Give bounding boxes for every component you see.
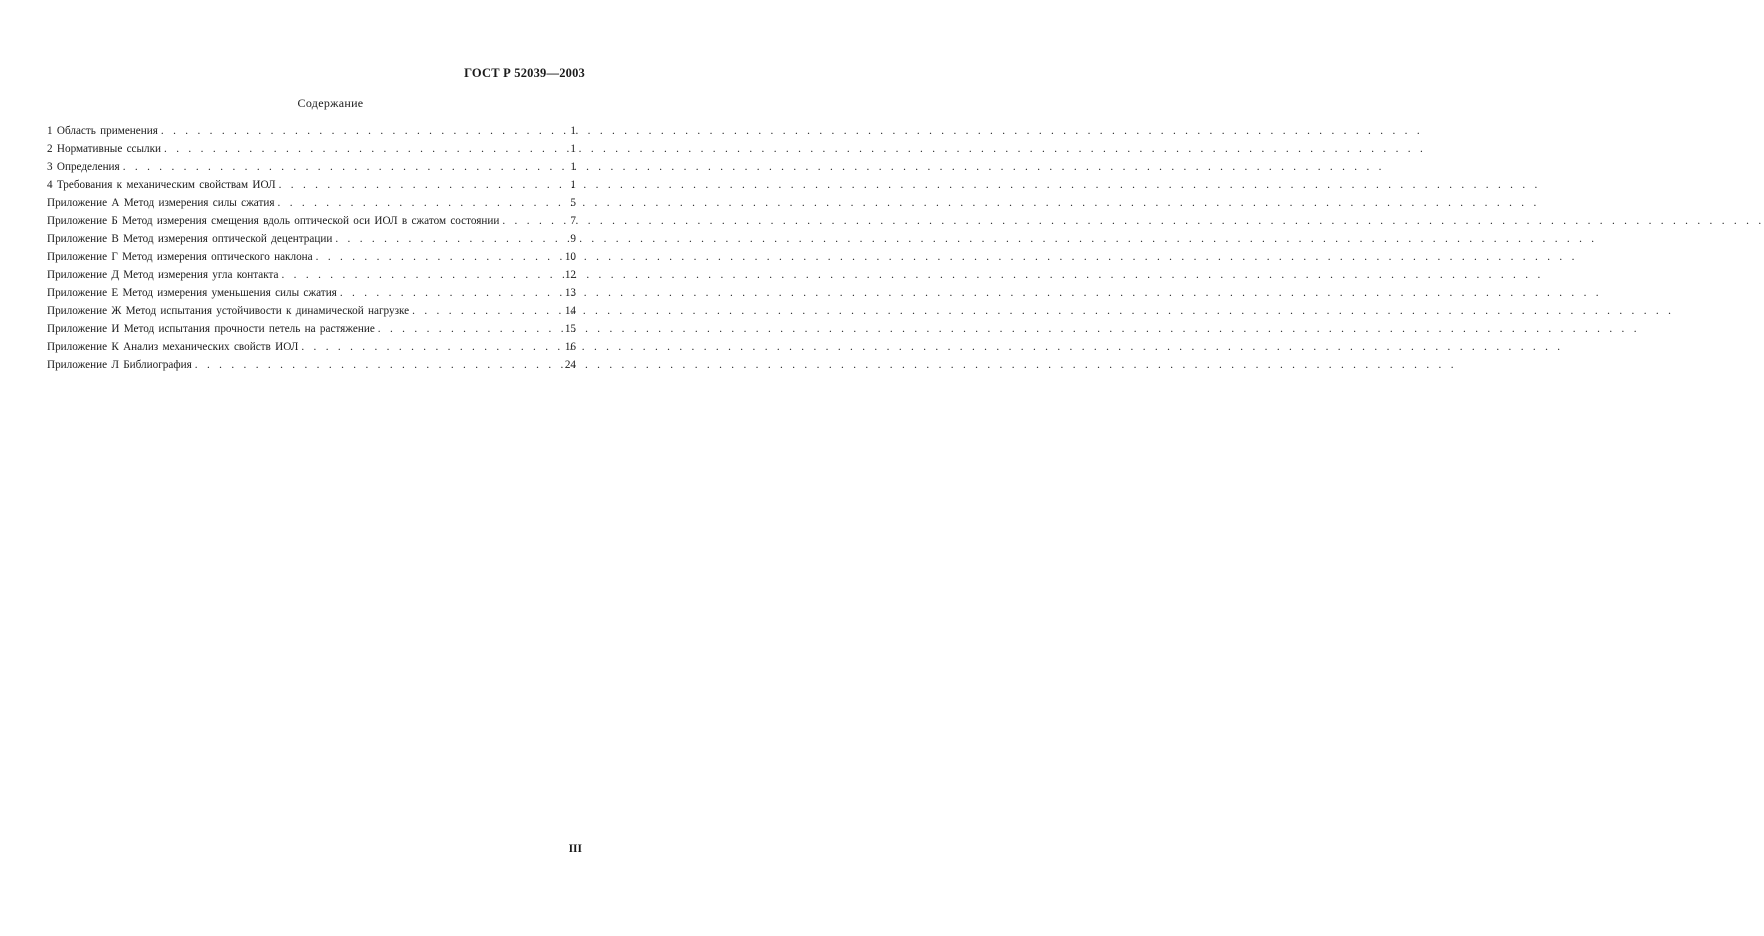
toc-entry-page: 9	[570, 233, 576, 245]
toc-entry-title: 4 Требования к механическим свойствам ИОЛ	[47, 179, 276, 191]
toc-leader-dots	[499, 212, 558, 230]
toc-entry-title: 3 Определения	[47, 161, 120, 173]
toc-entry-title: Приложение И Метод испытания прочности петель на растяжение	[47, 323, 375, 335]
toc-entry-page: 15	[564, 323, 576, 335]
toc-entry-title: Приложение А Метод измерения силы сжатия	[47, 197, 275, 209]
toc-entry[interactable]	[47, 230, 576, 248]
toc-entry-title: 1 Область применения	[47, 125, 158, 137]
toc-leader-dots	[120, 158, 558, 176]
toc-leader-dots	[409, 302, 558, 320]
document-code: ГОСТ Р 52039—2003	[464, 66, 585, 80]
page-number: III	[568, 843, 582, 855]
toc-entry-title: Приложение В Метод измерения оптической децентрации	[47, 233, 333, 245]
toc-leader-dots	[332, 230, 558, 248]
toc-title: Содержание	[297, 96, 364, 110]
toc-entry[interactable]	[47, 212, 576, 230]
toc-entry-title: Приложение Г Метод измерения оптического наклона	[47, 251, 313, 263]
toc-entry[interactable]	[47, 158, 576, 176]
toc-entry[interactable]	[47, 302, 576, 320]
toc-entry[interactable]	[47, 248, 576, 266]
toc-leader-dots	[298, 338, 558, 356]
toc-entry-title: Приложение Д Метод измерения угла контакта	[47, 269, 279, 281]
toc-entry-page: 16	[564, 341, 576, 353]
toc-leader-dots	[275, 194, 559, 212]
toc-entry[interactable]	[47, 140, 576, 158]
toc-leader-dots	[337, 284, 558, 302]
toc-leader-dots	[161, 140, 558, 158]
toc-entry-title: Приложение Л Библиография	[47, 359, 192, 371]
toc-entry-title: Приложение Б Метод измерения смещения вдоль оптической оси ИОЛ в сжатом состоянии	[47, 215, 500, 227]
toc-entry-page: 5	[570, 197, 576, 209]
toc-entry-title: 2 Нормативные ссылки	[47, 143, 162, 155]
toc-entry[interactable]	[47, 266, 576, 284]
toc-entry-page: 1	[570, 125, 576, 137]
toc-entry[interactable]	[47, 356, 576, 374]
toc-entry-page: 12	[564, 269, 576, 281]
toc-entry-title: Приложение К Анализ механических свойств ИОЛ	[47, 341, 299, 353]
toc-leader-dots	[158, 122, 558, 140]
toc-entry[interactable]	[47, 176, 576, 194]
toc-leader-dots	[375, 320, 558, 338]
toc-entry-page: 24	[564, 359, 576, 371]
toc-entry-title: Приложение Ж Метод испытания устойчивости к динамической нагрузке	[47, 305, 410, 317]
toc-entry-page: 1	[570, 161, 576, 173]
toc-leader-dots	[192, 356, 558, 374]
toc-leader-dots	[278, 266, 558, 284]
toc-entry[interactable]	[47, 122, 576, 140]
toc-entry[interactable]	[47, 284, 576, 302]
table-of-contents	[47, 122, 576, 374]
toc-entry-title: Приложение Е Метод измерения уменьшения силы сжатия	[47, 287, 337, 299]
toc-entry[interactable]	[47, 320, 576, 338]
toc-leader-dots	[313, 248, 558, 266]
document-page	[0, 0, 661, 936]
toc-leader-dots	[276, 176, 558, 194]
toc-entry-page: 1	[570, 143, 576, 155]
toc-entry-page: 7	[570, 215, 576, 227]
toc-entry-page: 13	[564, 287, 576, 299]
toc-entry-page: 10	[564, 251, 576, 263]
toc-entry[interactable]	[47, 338, 576, 356]
toc-entry-page: 1	[570, 179, 576, 191]
toc-entry[interactable]	[47, 194, 576, 212]
toc-entry-page: 14	[564, 305, 576, 317]
